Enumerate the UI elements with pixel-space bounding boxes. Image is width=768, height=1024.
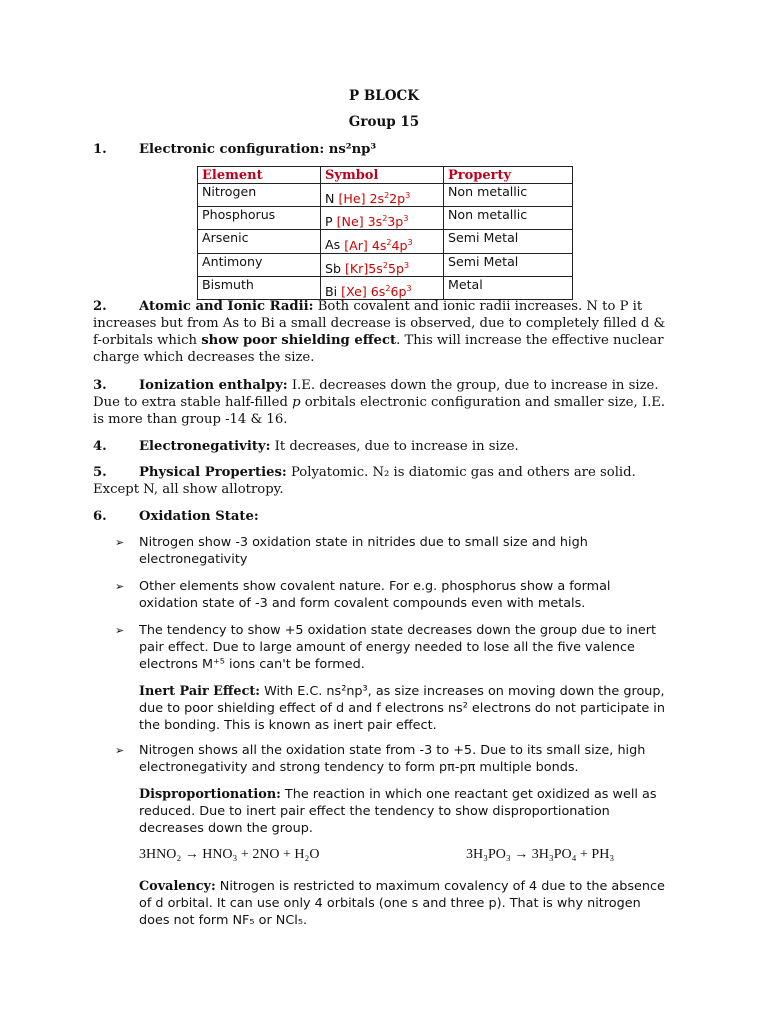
configuration-text xyxy=(344,238,412,253)
element-cell: Antimony xyxy=(198,253,321,276)
section-number: 4. xyxy=(93,439,107,454)
element-cell: Arsenic xyxy=(198,230,321,253)
section-italic-text: p xyxy=(292,395,301,410)
section-text: I.E. decreases down the group, due to increase in size. Due to extra stable half-filled xyxy=(93,378,659,410)
section-text: Both covalent and ionic radii increases. N to P it increases but from As to Bi a small decrease is observed, due to completely filled d & f-orbitals which xyxy=(93,299,666,348)
config-core: [He] 2s xyxy=(338,191,385,207)
paragraph-heading: Inert Pair Effect: xyxy=(139,684,260,699)
section-heading: Physical Properties: xyxy=(139,465,287,480)
element-table xyxy=(197,166,573,300)
bullet-item xyxy=(115,534,670,568)
bullet-item xyxy=(115,622,670,673)
paragraph-heading: Covalency: xyxy=(139,879,216,894)
section-text: orbitals electronic configuration and smaller size, I.E. is more than group -14 & 16. xyxy=(93,395,666,427)
config-p-exponent: 3 xyxy=(403,260,410,270)
bullet-item xyxy=(115,742,670,776)
property-cell: Semi Metal xyxy=(444,230,573,253)
paragraph-text: With E.C. ns²np³, as size increases on moving down the group, due to poor shielding effect of d and f electrons ns² electrons do not participate in the bonding. This is known as inert pair effect. xyxy=(139,684,665,733)
table-row xyxy=(198,276,573,299)
symbol-cell xyxy=(321,230,444,253)
element-cell: Bismuth xyxy=(198,276,321,299)
section-heading: Atomic and Ionic Radii: xyxy=(139,299,314,314)
configuration-text xyxy=(341,284,411,299)
config-p-exponent: 3 xyxy=(405,191,411,200)
section-text: It decreases, due to increase in size. xyxy=(270,439,519,454)
property-cell: Metal xyxy=(444,276,573,299)
header-element: Element xyxy=(198,167,321,184)
header-symbol: Symbol xyxy=(321,167,444,184)
config-p-label: 4p xyxy=(391,237,408,253)
property-cell: Non metallic xyxy=(444,184,573,207)
page-title: P BLOCK xyxy=(349,88,419,104)
arrow-bullet-icon: ➢ xyxy=(115,624,125,637)
equation-h3po3: 3H₃PO₃ → 3H₃PO₄ + PH₃ xyxy=(466,847,615,862)
symbol-text: N xyxy=(325,191,335,207)
configuration-text xyxy=(338,191,410,206)
bullet-text: Other elements show covalent nature. For e.g. phosphorus show a formal oxidation state of -3 and form covalent compounds even with metals. xyxy=(139,579,611,611)
section-heading: Electronegativity: xyxy=(139,439,271,454)
section-number: 2. xyxy=(93,299,107,314)
property-cell: Non metallic xyxy=(444,207,573,230)
section-3 xyxy=(93,377,678,428)
configuration-text xyxy=(345,261,409,276)
symbol-cell xyxy=(321,207,444,230)
config-p-label: 5p xyxy=(387,260,404,276)
config-p-exponent: 3 xyxy=(403,214,409,224)
disproportionation-paragraph xyxy=(139,786,674,837)
config-p-label: 2p xyxy=(389,191,406,207)
arrow-bullet-icon: ➢ xyxy=(115,744,125,757)
config-p-exponent: 3 xyxy=(406,283,412,293)
config-s-exponent: 2 xyxy=(382,260,388,270)
symbol-text: P xyxy=(325,214,333,230)
bullet-item xyxy=(115,578,670,612)
section-number: 3. xyxy=(93,378,107,393)
bullet-text: Nitrogen show -3 oxidation state in nitrides due to small size and high electronegativity xyxy=(139,535,588,567)
paragraph-heading: Disproportionation: xyxy=(139,787,281,802)
section-heading: Electronic configuration: ns²np³ xyxy=(139,142,377,157)
header-property: Property xyxy=(444,167,573,184)
configuration-text xyxy=(337,214,409,229)
config-s-exponent: 2 xyxy=(382,214,388,224)
config-core: [Xe] 6s xyxy=(341,283,386,299)
symbol-text: As xyxy=(325,237,341,253)
property-cell: Semi Metal xyxy=(444,253,573,276)
config-s-exponent: 2 xyxy=(384,191,390,200)
paragraph-text: The reaction in which one reactant get oxidized as well as reduced. Due to inert pair effect the tendency to show disproportionation decreases down the group. xyxy=(139,787,657,836)
config-s-exponent: 2 xyxy=(386,237,392,247)
section-6 xyxy=(93,508,678,525)
section-number: 6. xyxy=(93,509,107,524)
covalency-paragraph xyxy=(139,878,674,929)
table-row xyxy=(198,253,573,276)
bullet-text: The tendency to show +5 oxidation state decreases down the group due to inert pair effect. Due to large amount of energy needed to lose all the five valence electrons M⁺⁵ ions can't be formed. xyxy=(139,623,657,672)
config-p-exponent: 3 xyxy=(407,237,413,247)
section-number: 1. xyxy=(93,142,107,157)
bullet-text: Nitrogen shows all the oxidation state from -3 to +5. Due to its small size, high electronegativity and strong tendency to form pπ-pπ multiple bonds. xyxy=(139,743,646,775)
element-cell: Nitrogen xyxy=(198,184,321,207)
section-heading: Ionization enthalpy: xyxy=(139,378,288,393)
table-header-row xyxy=(198,167,573,184)
config-core: [Kr]5s xyxy=(345,260,383,276)
equation-hno2: 3HNO₂ → HNO₃ + 2NO + H₂O xyxy=(139,847,320,862)
inert-pair-paragraph xyxy=(139,683,674,734)
config-s-exponent: 2 xyxy=(385,283,391,293)
arrow-bullet-icon: ➢ xyxy=(115,536,125,549)
section-bold-text: show poor shielding effect xyxy=(201,333,397,348)
section-text: . This will increase the effective nuclear charge which decreases the size. xyxy=(93,333,664,365)
section-4 xyxy=(93,438,678,455)
symbol-cell xyxy=(321,253,444,276)
section-text: Polyatomic. N₂ is diatomic gas and others are solid. Except N, all show allotropy. xyxy=(93,465,636,497)
element-cell: Phosphorus xyxy=(198,207,321,230)
symbol-text: Sb xyxy=(325,260,341,276)
symbol-text: Bi xyxy=(325,283,338,299)
group-title: Group 15 xyxy=(348,114,420,130)
symbol-cell xyxy=(321,276,444,299)
symbol-cell xyxy=(321,184,444,207)
table-row xyxy=(198,230,573,253)
config-core: [Ne] 3s xyxy=(336,214,383,230)
table-row xyxy=(198,184,573,207)
config-p-label: 3p xyxy=(387,214,404,230)
section-2 xyxy=(93,298,678,366)
section-5 xyxy=(93,464,678,498)
config-core: [Ar] 4s xyxy=(344,237,387,253)
section-1 xyxy=(93,141,678,158)
paragraph-text: Nitrogen is restricted to maximum covalency of 4 due to the absence of d orbital. It can use only 4 orbitals (one s and three p). That is why nitrogen does not form NF₅ or NCl₅. xyxy=(139,879,665,928)
arrow-bullet-icon: ➢ xyxy=(115,580,125,593)
config-p-label: 6p xyxy=(390,283,407,299)
section-number: 5. xyxy=(93,465,107,480)
section-heading: Oxidation State: xyxy=(139,509,259,524)
table-row xyxy=(198,207,573,230)
